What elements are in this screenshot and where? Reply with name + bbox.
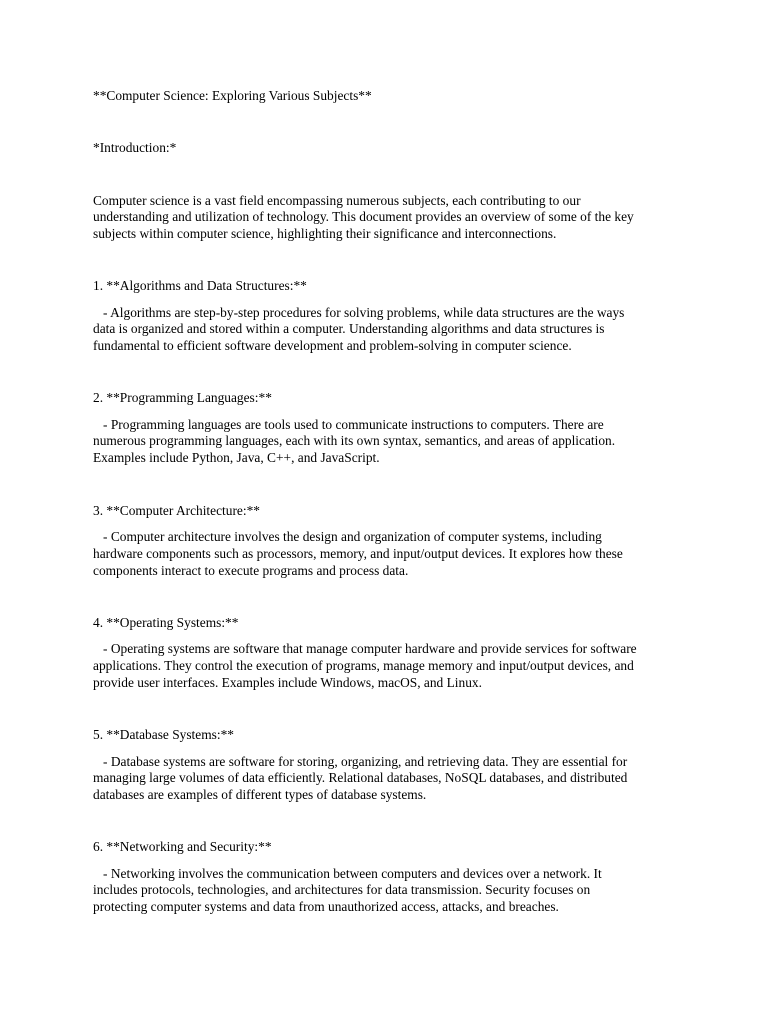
section-line: fundamental to efficient software development and problem-solving in computer science. [93, 338, 572, 353]
section-heading: 2. **Programming Languages:** [93, 390, 272, 405]
section-heading: 5. **Database Systems:** [93, 727, 234, 742]
intro-line: Computer science is a vast field encompassing numerous subjects, each contributing to our [93, 193, 581, 208]
section-line: data is organized and stored within a computer. Understanding algorithms and data structures is [93, 321, 605, 336]
intro-line: subjects within computer science, highlighting their significance and interconnections. [93, 226, 557, 241]
intro-heading: *Introduction:* [93, 140, 177, 155]
section-line: components interact to execute programs and process data. [93, 563, 409, 578]
section-line: provide user interfaces. Examples include Windows, macOS, and Linux. [93, 675, 482, 690]
section-heading: 6. **Networking and Security:** [93, 839, 272, 854]
section-line: numerous programming languages, each with its own syntax, semantics, and areas of application. [93, 433, 616, 448]
section-line: - Database systems are software for storing, organizing, and retrieving data. They are essential for [93, 754, 628, 769]
section-heading: 1. **Algorithms and Data Structures:** [93, 278, 307, 293]
section-line: includes protocols, technologies, and architectures for data transmission. Security focuses on [93, 882, 591, 897]
section-line: Examples include Python, Java, C++, and JavaScript. [93, 450, 380, 465]
section-line: protecting computer systems and data from unauthorized access, attacks, and breaches. [93, 899, 559, 914]
section-line: managing large volumes of data efficiently. Relational databases, NoSQL databases, and distributed [93, 770, 628, 785]
section-line: databases are examples of different types of database systems. [93, 787, 427, 802]
section-heading: 4. **Operating Systems:** [93, 615, 239, 630]
section-line: hardware components such as processors, memory, and input/output devices. It explores how these [93, 546, 623, 561]
section-heading: 3. **Computer Architecture:** [93, 503, 260, 518]
section-line: - Networking involves the communication between computers and devices over a network. It [93, 866, 602, 881]
section-line: - Programming languages are tools used to communicate instructions to computers. There are [93, 417, 604, 432]
section-line: - Algorithms are step-by-step procedures for solving problems, while data structures are the ways [93, 305, 625, 320]
section-line: applications. They control the execution of programs, manage memory and input/output devices, and [93, 658, 634, 673]
document-title: **Computer Science: Exploring Various Subjects** [93, 88, 372, 103]
section-line: - Operating systems are software that manage computer hardware and provide services for software [93, 641, 637, 656]
intro-line: understanding and utilization of technology. This document provides an overview of some of the key [93, 209, 634, 224]
section-line: - Computer architecture involves the design and organization of computer systems, including [93, 529, 602, 544]
